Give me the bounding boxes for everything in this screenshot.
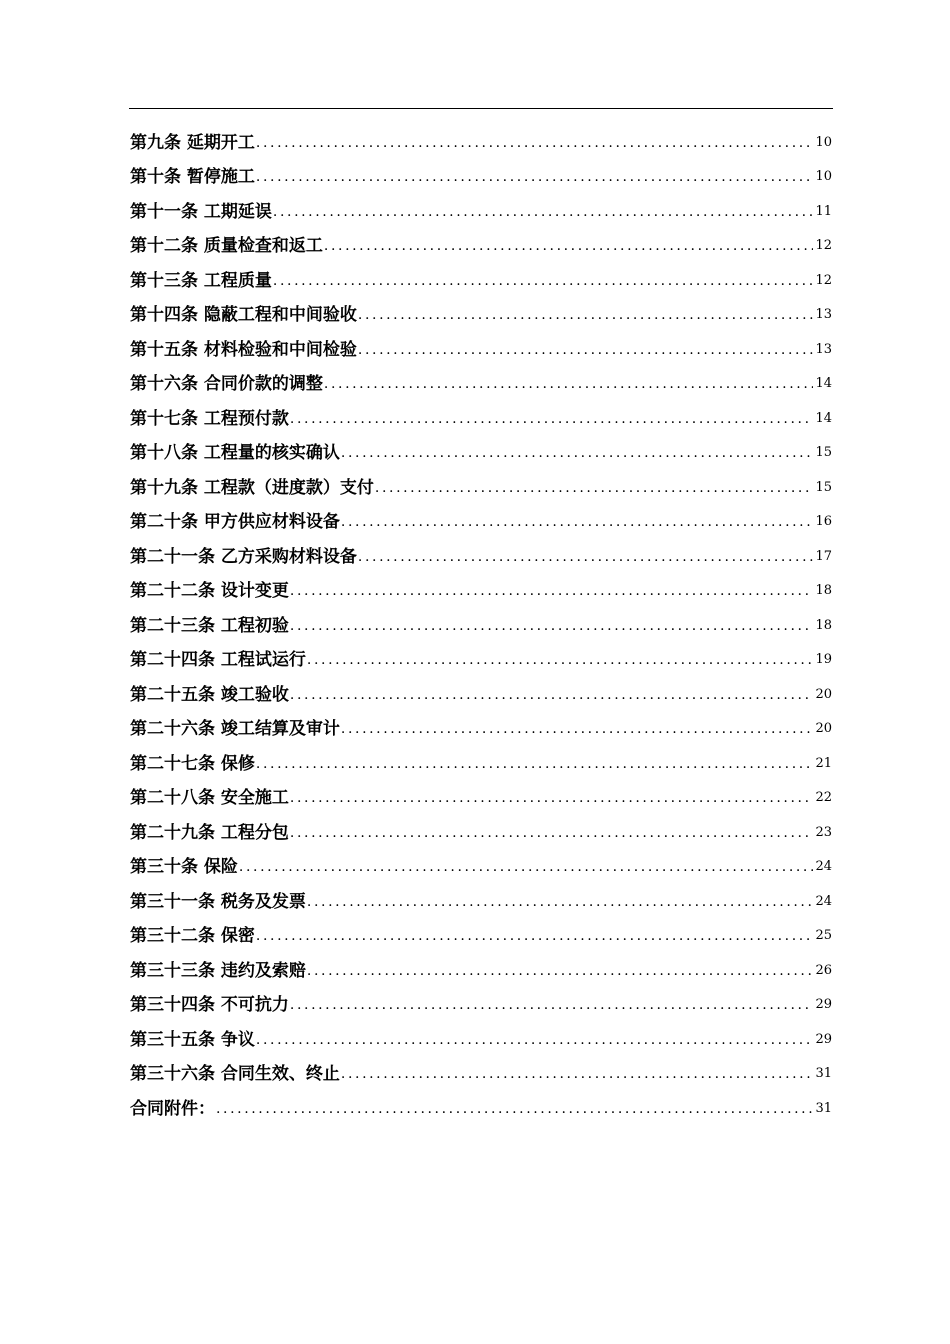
toc-entry[interactable] (130, 532, 832, 567)
toc-entry[interactable] (130, 153, 832, 188)
toc-dot-leader (323, 375, 814, 394)
toc-entry[interactable] (130, 222, 832, 257)
toc-page-number: 31 (815, 1100, 832, 1116)
toc-entry-title: 第十九条 工程款（进度款）支付 (130, 477, 374, 498)
toc-dot-leader (340, 513, 814, 532)
toc-page-number: 11 (815, 203, 832, 219)
toc-dot-leader (357, 306, 814, 325)
toc-entry[interactable] (130, 774, 832, 809)
toc-dot-leader (340, 720, 814, 739)
toc-entry[interactable] (130, 463, 832, 498)
toc-page-number: 26 (815, 962, 832, 978)
toc-page-number: 20 (815, 721, 832, 736)
toc-dot-leader (255, 1031, 814, 1050)
toc-dot-leader (306, 893, 814, 912)
toc-entry-title: 第二十六条 竣工结算及审计 (130, 719, 340, 739)
toc-entry-title: 第二十八条 安全施工 (130, 788, 289, 808)
toc-dot-leader (255, 134, 814, 153)
toc-entry[interactable] (130, 739, 832, 774)
toc-page-number: 15 (815, 445, 832, 460)
toc-entry-title: 第三十条 保险 (130, 857, 238, 877)
toc-entry-title: 第三十六条 合同生效、终止 (130, 1064, 340, 1084)
toc-page-number: 14 (815, 410, 832, 426)
toc-page-number: 29 (815, 1031, 832, 1047)
toc-dot-leader (255, 168, 814, 187)
toc-entry[interactable] (130, 912, 832, 947)
toc-page-number: 29 (815, 997, 832, 1012)
toc-dot-leader (272, 203, 814, 222)
toc-dot-leader (289, 617, 814, 636)
toc-dot-leader (289, 410, 814, 429)
toc-entry-title: 第二十二条 设计变更 (130, 581, 289, 601)
toc-entry[interactable] (130, 118, 832, 153)
toc-dot-leader (374, 479, 814, 498)
toc-entry-title: 合同附件： (130, 1098, 215, 1119)
toc-page-number: 17 (815, 548, 832, 564)
toc-dot-leader (289, 824, 814, 843)
toc-dot-leader (323, 237, 814, 256)
toc-entry[interactable] (130, 429, 832, 464)
toc-dot-leader (306, 651, 814, 670)
toc-page-number: 22 (815, 790, 832, 805)
toc-entry-title: 第十二条 质量检查和返工 (130, 236, 323, 256)
toc-entry-title: 第十七条 工程预付款 (130, 408, 289, 429)
toc-entry-title: 第九条 延期开工 (130, 132, 255, 153)
toc-entry-title: 第三十四条 不可抗力 (130, 995, 289, 1015)
toc-entry[interactable] (130, 291, 832, 326)
toc-entry-title: 第十五条 材料检验和中间检验 (130, 339, 357, 360)
toc-dot-leader (289, 686, 814, 705)
toc-dot-leader (340, 444, 814, 463)
toc-page-number: 25 (815, 928, 832, 943)
header-rule (129, 108, 833, 109)
toc-dot-leader (238, 858, 814, 877)
toc-page-number: 31 (815, 1066, 832, 1081)
toc-page-number: 19 (815, 652, 832, 667)
table-of-contents (130, 118, 832, 1119)
toc-page-number: 13 (815, 341, 832, 357)
toc-dot-leader (255, 755, 814, 774)
toc-page-number: 20 (815, 686, 832, 702)
toc-dot-leader (289, 996, 814, 1015)
toc-entry-title: 第二十四条 工程试运行 (130, 650, 306, 670)
toc-entry[interactable] (130, 394, 832, 429)
toc-page-number: 18 (815, 617, 832, 633)
toc-entry[interactable] (130, 325, 832, 360)
toc-dot-leader (306, 962, 814, 981)
toc-entry[interactable] (130, 187, 832, 222)
toc-entry[interactable] (130, 670, 832, 705)
toc-page-number: 12 (815, 238, 832, 253)
toc-page-number: 16 (815, 514, 832, 529)
toc-entry-title: 第三十一条 税务及发票 (130, 891, 306, 912)
toc-page-number: 14 (815, 376, 832, 391)
toc-dot-leader (289, 789, 814, 808)
toc-entry[interactable] (130, 877, 832, 912)
toc-entry[interactable] (130, 946, 832, 981)
toc-page-number: 15 (815, 479, 832, 495)
toc-dot-leader (255, 927, 814, 946)
toc-entry[interactable] (130, 636, 832, 671)
toc-entry[interactable] (130, 601, 832, 636)
toc-page-number: 23 (815, 824, 832, 840)
toc-dot-leader (215, 1100, 813, 1119)
toc-page-number: 18 (815, 583, 832, 598)
toc-entry[interactable] (130, 705, 832, 740)
toc-dot-leader (357, 341, 814, 360)
toc-page-number: 21 (815, 755, 832, 771)
toc-entry[interactable] (130, 1015, 832, 1050)
toc-entry[interactable] (130, 498, 832, 533)
toc-entry[interactable] (130, 843, 832, 878)
toc-entry[interactable] (130, 808, 832, 843)
toc-entry-title: 第三十三条 违约及索赔 (130, 960, 306, 981)
toc-entry-title: 第二十条 甲方供应材料设备 (130, 512, 340, 532)
toc-page-number: 24 (815, 893, 832, 909)
toc-dot-leader (340, 1065, 814, 1084)
toc-entry[interactable] (130, 1050, 832, 1085)
toc-entry-title: 第三十二条 保密 (130, 926, 255, 946)
toc-page-number: 10 (815, 169, 832, 184)
toc-page-number: 24 (815, 859, 832, 874)
toc-entry-title: 第二十七条 保修 (130, 753, 255, 774)
toc-page-number: 10 (815, 134, 832, 150)
toc-entry-title: 第二十一条 乙方采购材料设备 (130, 546, 357, 567)
toc-page-number: 13 (815, 307, 832, 322)
toc-entry-title: 第十四条 隐蔽工程和中间验收 (130, 305, 357, 325)
toc-entry-title: 第二十三条 工程初验 (130, 615, 289, 636)
toc-dot-leader (357, 548, 814, 567)
toc-entry[interactable] (130, 981, 832, 1016)
toc-entry[interactable] (130, 1084, 832, 1119)
toc-entry-title: 第十六条 合同价款的调整 (130, 374, 323, 394)
toc-entry-title: 第十八条 工程量的核实确认 (130, 443, 340, 463)
toc-page-number: 12 (815, 272, 832, 288)
toc-entry[interactable] (130, 567, 832, 602)
toc-dot-leader (289, 582, 814, 601)
toc-entry-title: 第十三条 工程质量 (130, 270, 272, 291)
toc-entry-title: 第十条 暂停施工 (130, 167, 255, 187)
toc-entry[interactable] (130, 256, 832, 291)
toc-dot-leader (272, 272, 814, 291)
toc-entry[interactable] (130, 360, 832, 395)
toc-entry-title: 第二十九条 工程分包 (130, 822, 289, 843)
toc-entry-title: 第三十五条 争议 (130, 1029, 255, 1050)
toc-entry-title: 第二十五条 竣工验收 (130, 684, 289, 705)
toc-entry-title: 第十一条 工期延误 (130, 201, 272, 222)
